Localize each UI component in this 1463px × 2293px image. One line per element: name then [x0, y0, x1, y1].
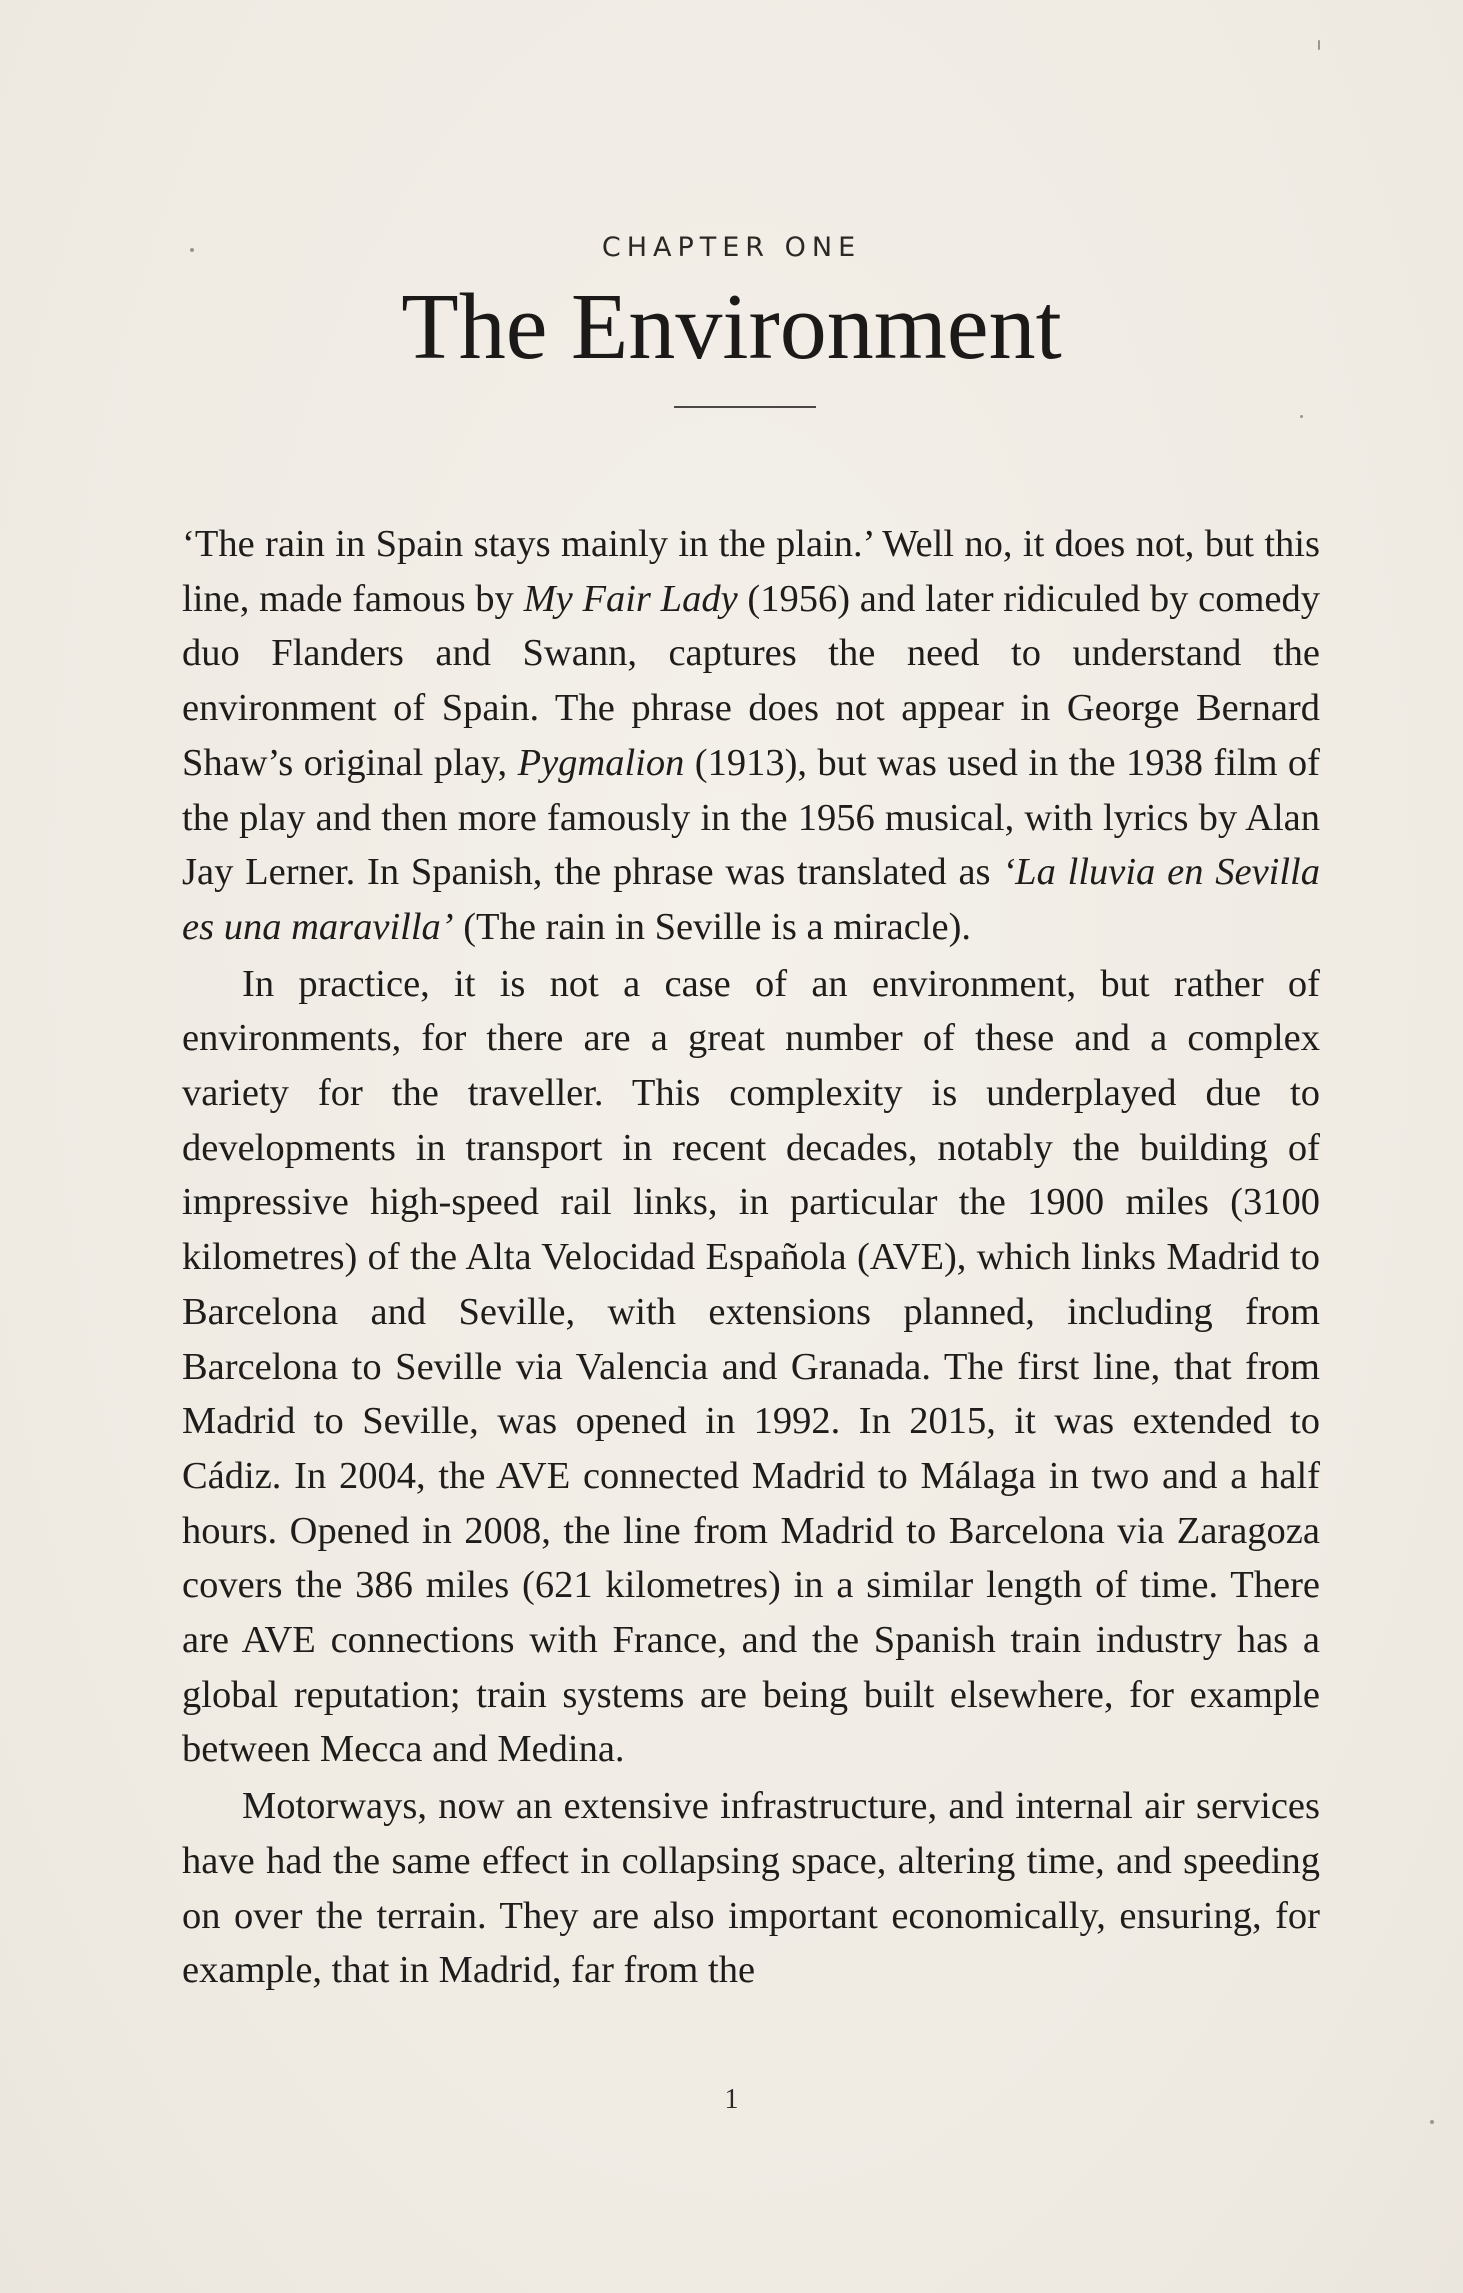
text-segment: ‘The rain in Spain stays mainly in the plain.’ Well no, it does not, but this line, made famous by	[182, 523, 1320, 620]
paragraph	[182, 1779, 1320, 1998]
text-segment: (The rain in Seville is a miracle).	[453, 905, 972, 948]
italic-title: Pygmalion	[517, 741, 685, 784]
text-segment: Motorways, now an extensive infrastructure, and internal air services have had the same effect in collapsing space, altering time, and speeding on over the terrain. They are also important economically, ensuring, for example, that in Madrid, far from the	[182, 1785, 1320, 1992]
scan-speck	[1430, 2120, 1434, 2124]
title-divider	[674, 406, 816, 408]
italic-quote: ‘La lluvia en Sevilla es una maravilla’	[182, 851, 1321, 948]
scan-speck	[1318, 40, 1320, 50]
text-segment: (1956) and later ridiculed by comedy duo Flanders and Swann, captures the need to understand the environment of Spain. The phrase does not appear in George Bernard Shaw’s original play,	[182, 577, 1320, 784]
italic-title: My Fair Lady	[523, 577, 738, 620]
chapter-label: CHAPTER ONE	[601, 232, 862, 263]
body-text	[182, 517, 1320, 1998]
text-segment: (1913), but was used in the 1938 film of the play and then more famously in the 1956 musical, with lyrics by Alan Jay Lerner. In Spanish, the phrase was translated as	[182, 741, 1320, 894]
paragraph	[182, 517, 1320, 955]
scan-speck	[1300, 415, 1303, 418]
text-segment: In practice, it is not a case of an environment, but rather of environments, for there are a great number of these and a complex variety for the traveller. This complexity is underplayed due to developments in transport in recent decades, notably the building of impressive high-speed rail links, in particular the 1900 miles (3100 kilometres) of the Alta Velocidad Española (AVE), which links Madrid to Barcelona and Seville, with extensions planned, including from Barcelona to Seville via Valencia and Granada. The first line, that from Madrid to Seville, was opened in 1992. In 2015, it was extended to Cádiz. In 2004, the AVE connected Madrid to Málaga in two and a half hours. Opened in 2008, the line from Madrid to Barcelona via Zaragoza covers the 386 miles (621 kilometres) in a similar length of time. There are AVE connections with France, and the Spanish train industry has a global reputation; train systems are being built elsewhere, for example between Mecca and Medina.	[182, 962, 1320, 1771]
page-number: 1	[724, 2084, 739, 2115]
scan-speck	[190, 248, 194, 252]
chapter-title: The Environment	[401, 275, 1062, 379]
paragraph	[182, 957, 1320, 1778]
